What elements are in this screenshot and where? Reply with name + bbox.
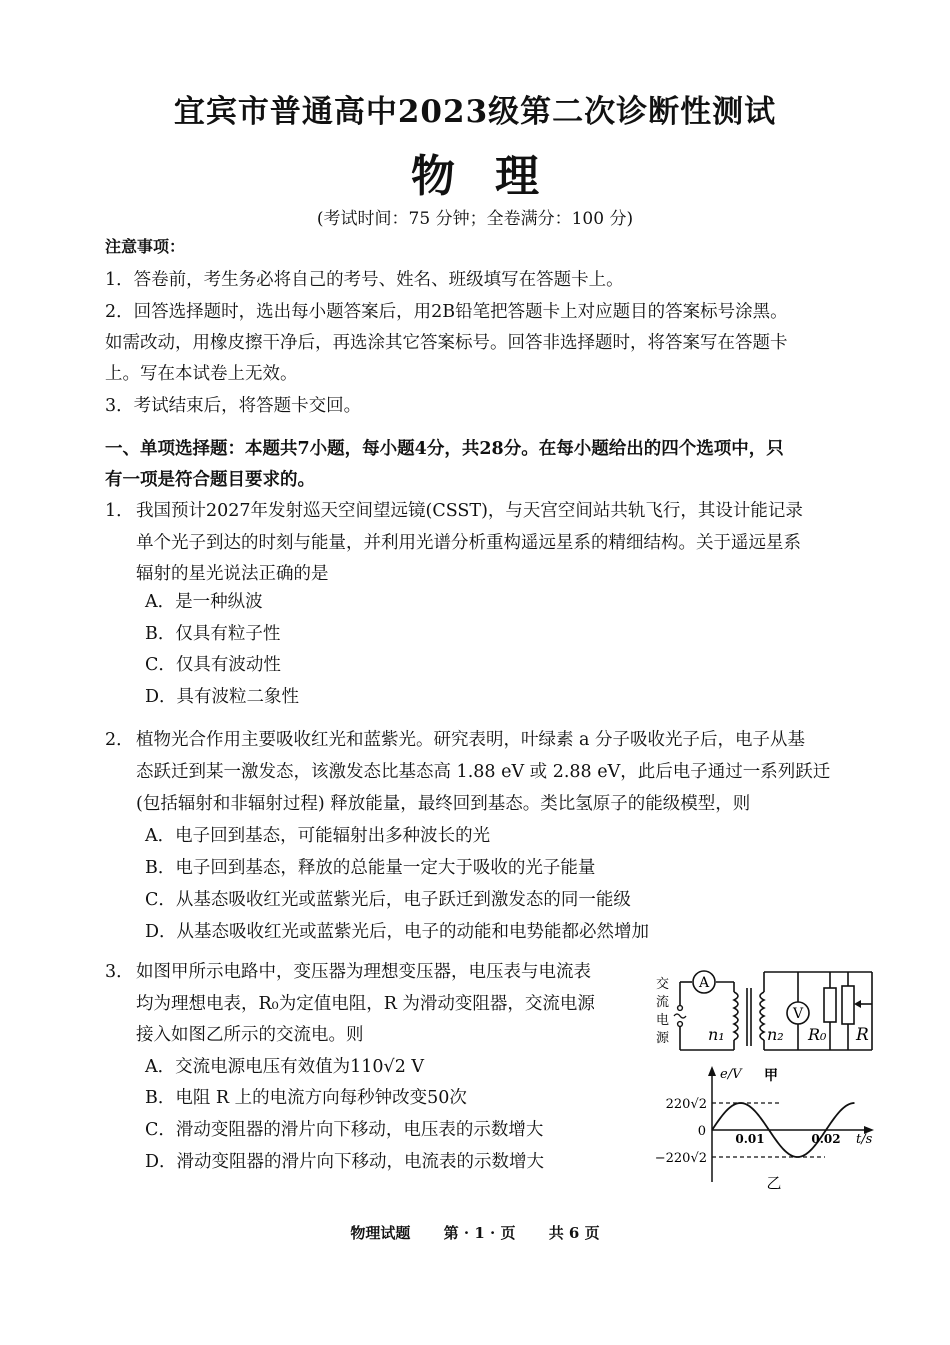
notice-line: 上。写在本试卷上无效。 bbox=[105, 364, 298, 384]
y-top-label: 220√2 bbox=[665, 1097, 707, 1112]
option-a: A．电子回到基态，可能辐射出多种波长的光 bbox=[145, 826, 491, 846]
y-axis-label: e/V bbox=[720, 1067, 742, 1082]
option-d: D．从基态吸收红光或蓝紫光后，电子的动能和电势能都必然增加 bbox=[145, 922, 650, 942]
source-label: 流 bbox=[656, 995, 670, 1010]
source-label: 源 bbox=[656, 1031, 670, 1046]
exam-title: 宜宾市普通高中2023级第二次诊断性测试 bbox=[173, 94, 777, 130]
footer-subject: 物理试题 bbox=[350, 1224, 411, 1242]
section-heading: 一、单项选择题：本题共7小题，每小题4分，共28分。在每小题给出的四个选项中，只 bbox=[105, 439, 784, 459]
option-c: C．从基态吸收红光或蓝紫光后，电子跃迁到激发态的同一能级 bbox=[145, 890, 631, 910]
subject-title: 物理 bbox=[411, 151, 579, 202]
option-b: B．电阻 R 上的电流方向每秒钟改变50次 bbox=[145, 1088, 467, 1108]
source-label: 交 bbox=[656, 977, 670, 992]
footer-total: 共 6 页 bbox=[548, 1224, 600, 1242]
option-d: D．具有波粒二象性 bbox=[145, 687, 300, 707]
ammeter-label: A bbox=[698, 975, 710, 991]
r-label: R bbox=[856, 1025, 869, 1045]
source-label: 电 bbox=[656, 1013, 670, 1028]
ac-voltage-graph bbox=[640, 1064, 890, 1194]
time-info: (考试时间：75 分钟；全卷满分：100 分) bbox=[316, 209, 634, 229]
question-stem: 我国预计2027年发射巡天空间望远镜(CSST)，与天宫空间站共轨飞行，其设计能记录 bbox=[136, 501, 803, 521]
x-tick-label: 0.01 bbox=[735, 1132, 765, 1146]
origin-label: 0 bbox=[697, 1124, 706, 1139]
question-stem: 接入如图乙所示的交流电。则 bbox=[136, 1025, 364, 1045]
notice-line: 1．答卷前，考生务必将自己的考号、姓名、班级填写在答题卡上。 bbox=[105, 270, 624, 290]
question-stem: 植物光合作用主要吸收红光和蓝紫光。研究表明，叶绿素 a 分子吸收光子后，电子从基 bbox=[136, 730, 806, 750]
option-c: C．仅具有波动性 bbox=[145, 655, 281, 675]
question-number: 3． bbox=[105, 962, 134, 982]
notice-line: 2．回答选择题时，选出每小题答案后，用2B铅笔把答题卡上对应题目的答案标号涂黑。 bbox=[105, 302, 788, 322]
notice-line: 如需改动，用橡皮擦干净后，再选涂其它答案标号。回答非选择题时，将答案写在答题卡 bbox=[105, 333, 788, 353]
voltmeter-label: V bbox=[792, 1006, 804, 1022]
footer-page: 第 · 1 · 页 bbox=[443, 1224, 516, 1242]
question-stem: 态跃迁到某一激发态，该激发态比基态高 1.88 eV 或 2.88 eV，此后电子通过一系列跃迁 bbox=[136, 762, 831, 782]
n2-label: n₂ bbox=[767, 1025, 784, 1044]
question-stem: 如图甲所示电路中，变压器为理想变压器，电压表与电流表 bbox=[136, 962, 591, 982]
option-a: A．是一种纵波 bbox=[145, 592, 263, 612]
x-axis-label: t/s bbox=[856, 1132, 873, 1147]
notice-line: 3．考试结束后，将答题卡交回。 bbox=[105, 396, 362, 416]
option-d: D．滑动变阻器的滑片向下移动，电流表的示数增大 bbox=[145, 1152, 545, 1172]
question-stem: (包括辐射和非辐射过程) 释放能量，最终回到基态。类比氢原子的能级模型，则 bbox=[136, 794, 751, 814]
circuit-diagram bbox=[650, 962, 890, 1066]
n1-label: n₁ bbox=[708, 1025, 725, 1044]
y-axis-arrow bbox=[708, 1066, 716, 1076]
page-footer bbox=[0, 1222, 950, 1243]
y-bottom-label: −220√2 bbox=[654, 1151, 707, 1166]
question-number: 1． bbox=[105, 501, 134, 521]
r0-label: R₀ bbox=[808, 1025, 827, 1044]
section-heading: 有一项是符合题目要求的。 bbox=[105, 470, 315, 490]
x-tick-label: 0.02 bbox=[811, 1132, 841, 1146]
graph-caption: 乙 bbox=[766, 1174, 782, 1192]
option-a: A．交流电源电压有效值为110√2 V bbox=[145, 1057, 425, 1077]
question-stem: 单个光子到达的时刻与能量，并利用光谱分析重构遥远星系的精细结构。关于遥远星系 bbox=[136, 533, 801, 553]
notice-heading: 注意事项： bbox=[105, 237, 186, 256]
option-b: B．仅具有粒子性 bbox=[145, 624, 281, 644]
question-stem: 均为理想电表，R₀为定值电阻，R 为滑动变阻器，交流电源 bbox=[136, 994, 595, 1014]
circuit-caption: 甲 bbox=[764, 1068, 778, 1084]
question-number: 2． bbox=[105, 730, 134, 750]
option-b: B．电子回到基态，释放的总能量一定大于吸收的光子能量 bbox=[145, 858, 596, 878]
question-stem: 辐射的星光说法正确的是 bbox=[136, 564, 329, 584]
option-c: C．滑动变阻器的滑片向下移动，电压表的示数增大 bbox=[145, 1120, 544, 1140]
